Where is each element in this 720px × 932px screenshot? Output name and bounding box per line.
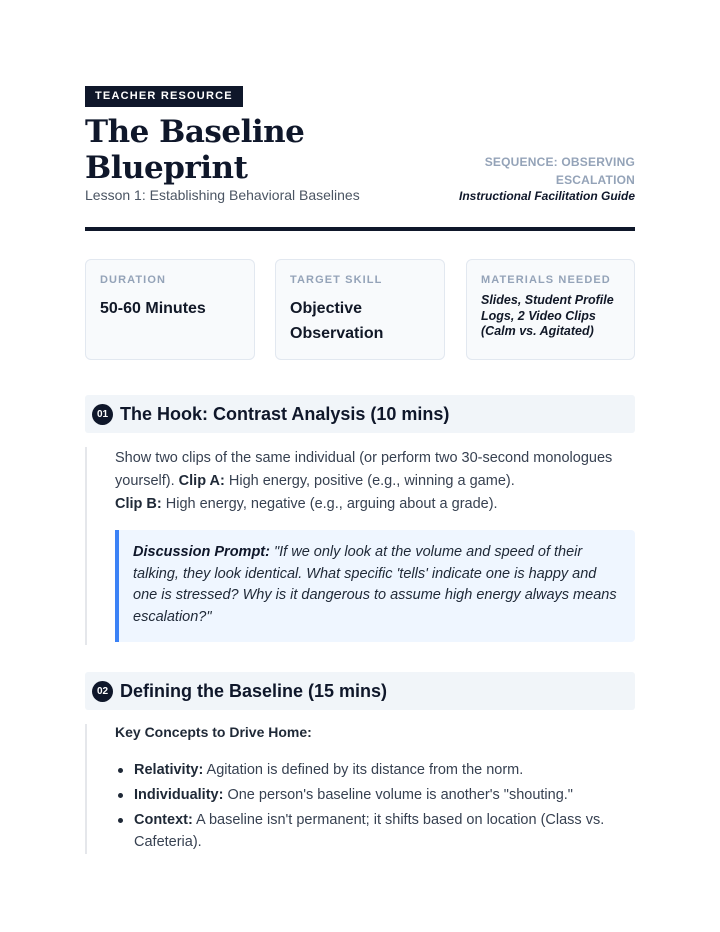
list-item — [115, 809, 635, 853]
info-cards — [85, 259, 635, 360]
clip-a-text: High energy, positive (e.g., winning a game). — [228, 473, 515, 489]
hook-intro: Show two clips of the same individual (or perform two 30-second monologues yourself). — [115, 450, 613, 489]
sequence-label: SEQUENCE: OBSERVING ESCALATION — [484, 155, 635, 187]
prompt-text: "If we only look at the volume and speed of their talking, they look identical. What specific 'tells' indicate one is happy and one is stressed? Why is it dangerous to assume high energy always means escalation?" — [133, 544, 617, 625]
concept-term: Individuality: — [134, 787, 224, 803]
page-subtitle: Lesson 1: Establishing Behavioral Baselines — [85, 187, 360, 203]
clip-b-text: High energy, negative (e.g., arguing about a grade). — [165, 496, 498, 512]
card-label: DURATION — [100, 274, 167, 286]
page-title: The Baseline Blueprint — [85, 114, 305, 186]
card-label: TARGET SKILL — [290, 274, 383, 286]
concept-text: A baseline isn't permanent; it shifts based on location (Class vs. Cafeteria). — [134, 812, 605, 850]
section-number-badge: 01 — [92, 404, 113, 425]
materials-card — [466, 259, 635, 360]
target-skill-card — [275, 259, 445, 360]
clip-a-label: Clip A: — [178, 473, 225, 489]
section-number-badge: 02 — [92, 681, 113, 702]
card-value: Objective Observation — [290, 300, 384, 342]
header-divider — [85, 227, 635, 231]
resource-tag: TEACHER RESOURCE — [85, 86, 243, 107]
card-value: Slides, Student Profile Logs, 2 Video Clips (Calm vs. Agitated) — [481, 293, 614, 338]
section-title: The Hook: Contrast Analysis (10 mins) — [120, 403, 450, 424]
guide-label: Instructional Facilitation Guide — [458, 189, 635, 203]
card-value: 50-60 Minutes — [100, 300, 206, 317]
concept-text: Agitation is defined by its distance from the norm. — [206, 762, 524, 778]
section-header-hook — [85, 395, 635, 433]
discussion-prompt — [115, 530, 635, 642]
section-body-hook — [85, 447, 635, 645]
concept-text: One person's baseline volume is another's "shouting." — [227, 787, 573, 803]
hook-paragraph — [115, 447, 635, 516]
list-item — [115, 759, 635, 781]
clip-b-label: Clip B: — [115, 496, 162, 512]
concepts-list — [115, 759, 635, 853]
concepts-title: Key Concepts to Drive Home: — [115, 724, 312, 740]
section-body-baseline — [85, 724, 635, 854]
duration-card — [85, 259, 255, 360]
list-item — [115, 784, 635, 806]
section-title: Defining the Baseline (15 mins) — [120, 680, 388, 701]
section-header-baseline — [85, 672, 635, 710]
prompt-label: Discussion Prompt: — [133, 544, 270, 560]
concept-term: Relativity: — [134, 762, 204, 778]
concept-term: Context: — [134, 812, 193, 828]
card-label: MATERIALS NEEDED — [481, 274, 611, 286]
